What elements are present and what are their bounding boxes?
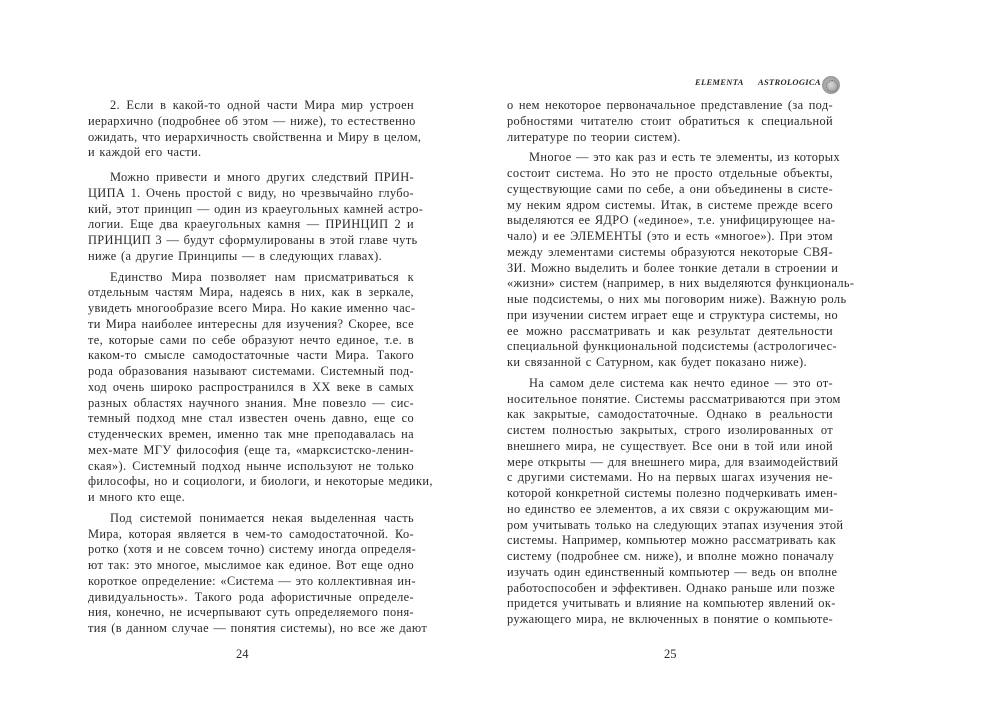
text-line: ружающего мира, не включенных в понятие о компьюте- [507,612,834,626]
text-line: существующие сами по себе, а они объединены в систе- [507,181,833,196]
text-line: ные подсистемы, о них мы поговорим ниже). Важную роль [507,292,847,306]
text-line: литературе по теории систем). [507,129,681,144]
text-line: отдельным частям Мира, надеясь в них, как в зеркале, [88,285,414,300]
text-line: увидеть многообразие всего Мира. Но какие именно час- [88,301,416,315]
text-line: ее можно рассматривать и как результат деятельности [507,323,833,338]
text-line: ют так: это многое, мыслимое как единое. Вот еще одно [88,558,414,572]
text-line: студенческих времен, именно так мне преподавалась на [88,427,414,441]
text-line: ПРИНЦИП 3 — будут сформулированы в этой главе чуть [88,233,418,247]
text-line: с другими системами. Но на первых шагах изучения не- [507,470,833,485]
text-line: ская»). Системный подход нынче используют не только [88,458,414,473]
paragraph [507,375,844,628]
text-line: при изучении систем играет еще и структура системы, но [507,307,839,322]
text-line: о нем некоторое первоначальное представление (за под- [507,98,833,112]
paragraph [88,269,433,506]
text-line: Можно привести и много других следствий ПРИН- [110,170,414,184]
text-line: носительное понятие. Системы рассматриваются при этом [507,391,841,406]
text-line: и много кто еще. [88,490,186,504]
text-line: ния, конечно, не исчерпывают суть определяемого поня- [88,605,414,620]
text-line: ки связанной с Сатурном, как будет показано ниже). [507,355,807,369]
text-line: мех-мате МГУ философия (еще та, «марксистско-ленин- [88,442,414,457]
text-line: му неким ядром системы. Итак, в системе прежде всего [507,197,833,212]
text-line: Многое — это как раз и есть те элементы, из которых [529,150,840,165]
paragraph-gap [88,161,414,170]
text-line: короткое определение: «Система — это коллективная ин- [88,573,416,588]
text-line: ром учитывать только на следующих этапах изучения этой [507,517,844,532]
text-line: каком-то смысле самодостаточные части Мира. Такого [88,348,414,363]
text-line: которой конкретной системы полезно подчеркивать имен- [507,486,838,500]
text-line: ротко (хотя и не совсем точно) систему иногда определя- [88,542,417,557]
text-line: логии. Еще два краеугольных камня — ПРИНЦИП 2 и [88,217,414,232]
text-line: но единство ее элементов, а их связи с окружающим ми- [507,501,834,516]
text-line: выделяются ее ЯДРО («единое», т.е. унифицирующее на- [507,213,836,228]
text-line: систем полностью закрытых, строго изолированных от [507,423,833,437]
text-line: и каждой его части. [88,145,202,160]
text-line: робностями читателю стоит обратиться к специальной [507,113,833,128]
text-line: те, которые сами по себе образуют нечто единое, т.е. в [88,332,414,347]
text-line: Мира, которая является в чем-то самодостаточной. Ко- [88,526,414,541]
text-line: ход очень широко распространился в XX веке в самых [88,379,414,394]
text-line: Под системой понимается некая выделенная часть [110,510,414,525]
text-line: разных областях научного знания. Мне повезло — сис- [88,395,414,410]
text-line: состоит система. Но это не просто отдельные объекты, [507,166,833,180]
text-line: между элементами системы образуются некоторые СВЯ- [507,244,833,259]
right-page-text [507,98,855,628]
text-line: работоспособен и эффективен. Однако раньше или позже [507,580,836,595]
paragraph [88,98,422,161]
text-line: иерархично (подробнее об этом — ниже), то естественно [88,113,416,128]
text-line: ЗИ. Можно выделить и более тонкие детали в строении и [507,260,839,275]
text-line: дивидуальность». Такого рода афористичные определе- [88,589,414,604]
paragraph [88,510,428,637]
zodiac-emblem-icon [822,76,840,94]
text-line: «жизни» систем (например, в них выделяются функциональ- [507,276,855,291]
text-line: кий, этот принцип — один из краеугольных камней астро- [88,201,424,216]
text-line: рода образования называют системами. Системный под- [88,364,414,378]
text-line: специальной функциональной подсистемы (астрологичес- [507,339,837,354]
running-head-astrologica: ASTROLOGICA [758,77,821,87]
text-line: 2. Если в какой-то одной части Мира мир устроен [110,98,414,112]
left-page-text [88,98,433,637]
text-line: внешнего мира, не существует. Все они в той или иной [507,438,833,453]
paragraph [507,98,833,145]
text-line: придется учитывать и влияние на компьютер явлений ок- [507,596,836,611]
text-line: ниже (а другие Принципы — в следующих главах). [88,248,383,263]
text-line: как закрытые, самодостаточные. Однако в реальности [507,407,833,422]
running-head-elementa: ELEMENTA [695,77,744,87]
paragraph [507,150,855,371]
text-line: ти Мира наиболее интересны для изучения? Скорее, все [88,316,414,331]
text-line: мере открыты — для внешнего мира, для взаимодействий [507,454,839,469]
text-line: систему (подробнее см. ниже), и вполне можно поначалу [507,549,835,563]
text-line: тия (в данном случае — понятия системы), но все же дают [88,621,428,635]
text-line: системы. Например, компьютер можно рассматривать как [507,533,836,548]
page-number-right: 25 [664,647,677,661]
text-line: темный подход мне стал известен очень давно, еще со [88,411,414,426]
text-line: На самом деле система как нечто единое — это от- [529,375,833,390]
text-line: чало) и ее ЭЛЕМЕНТЫ (это и есть «многое»). При этом [507,229,833,243]
text-line: изучать один единственный компьютер — ведь он вполне [507,564,838,579]
text-line: Единство Мира позволяет нам присматриваться к [110,269,414,284]
paragraph [88,170,424,265]
text-line: ожидать, что иерархичность свойственна и Миру в целом, [88,129,422,144]
text-line: философы, но и социологи, и биологи, и некоторые медики, [88,474,433,489]
right-page [500,0,1000,707]
text-line: ЦИПА 1. Очень простой с виду, но чрезвычайно глубо- [88,185,414,200]
page-number-left: 24 [236,647,249,661]
